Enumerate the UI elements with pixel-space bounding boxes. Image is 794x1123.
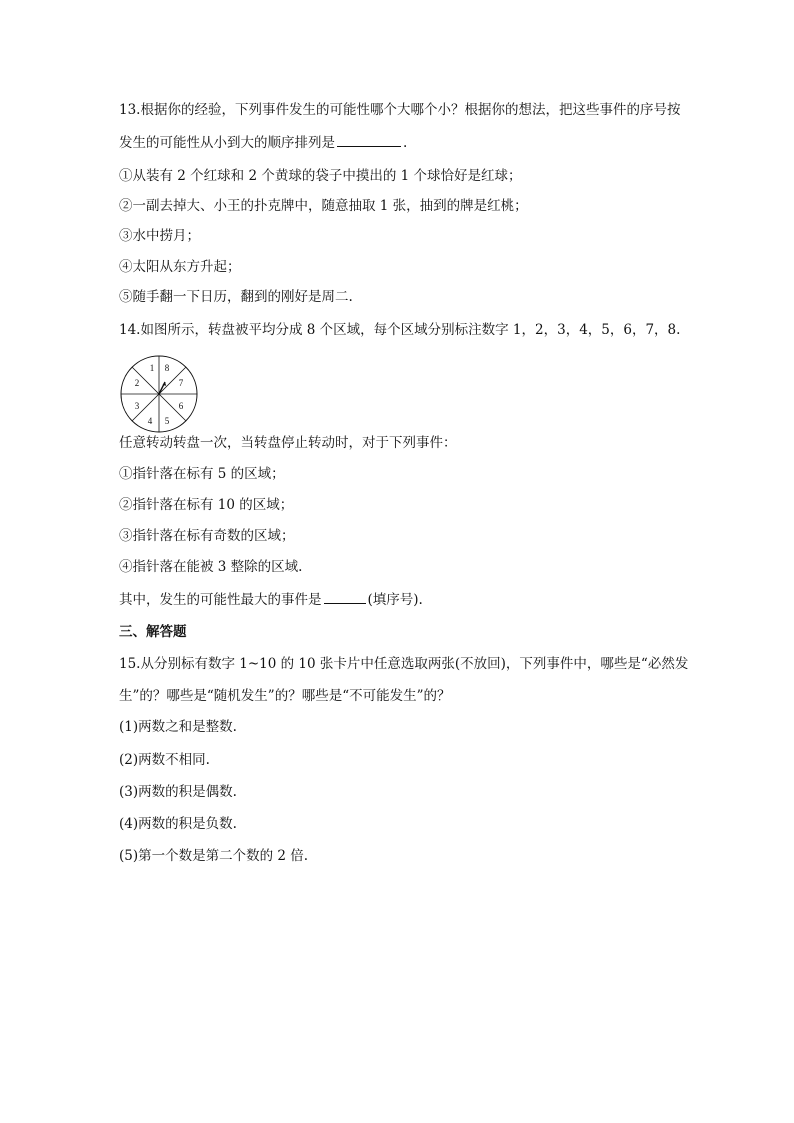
q13-item-5: ⑤随手翻一下日历，翻到的刚好是周二. bbox=[119, 289, 353, 305]
wheel-number-3: 3 bbox=[134, 401, 140, 411]
wheel-number-6: 6 bbox=[178, 401, 184, 411]
q15-line1: 15.从分别标有数字 1~10 的 10 张卡片中任意选取两张(不放回)，下列事件中，哪些是“必然发 bbox=[119, 656, 689, 672]
q14-answer-blank[interactable] bbox=[324, 591, 366, 604]
q14-item-3: ③指针落在标有奇数的区域； bbox=[119, 528, 295, 544]
q13-item-4: ④太阳从东方升起； bbox=[119, 259, 241, 275]
section-title: 三、解答题 bbox=[119, 624, 187, 640]
q14-item-2: ②指针落在标有 10 的区域； bbox=[119, 497, 294, 513]
wheel-number-7: 7 bbox=[178, 378, 184, 388]
q15-item-5: (5)第一个数是第二个数的 2 倍. bbox=[119, 848, 309, 864]
wheel-number-5: 5 bbox=[164, 416, 170, 426]
q13-line1: 13.根据你的经验，下列事件发生的可能性哪个大哪个小？根据你的想法，把这些事件的序号按 bbox=[119, 102, 681, 118]
q15-item-3: (3)两数的积是偶数. bbox=[119, 784, 237, 800]
q13-item-1: ①从装有 2 个红球和 2 个黄球的袋子中摸出的 1 个球恰好是红球； bbox=[119, 168, 522, 184]
wheel-number-4: 4 bbox=[147, 416, 153, 426]
q14-answer-prefix: 其中，发生的可能性最大的事件是 bbox=[119, 592, 322, 608]
q13-line2-suffix: . bbox=[403, 135, 408, 151]
q15-item-2: (2)两数不相同. bbox=[119, 752, 210, 768]
q13-line2-prefix: 发生的可能性从小到大的顺序排列是 bbox=[119, 135, 335, 151]
wheel-number-2: 2 bbox=[134, 378, 140, 388]
q15-item-4: (4)两数的积是负数. bbox=[119, 816, 237, 832]
q14-item-1: ①指针落在标有 5 的区域； bbox=[119, 466, 285, 482]
wheel-number-1: 1 bbox=[149, 363, 155, 373]
q13-answer-blank[interactable] bbox=[337, 134, 401, 147]
wheel-number-8: 8 bbox=[164, 363, 170, 373]
q13-item-3: ③水中捞月； bbox=[119, 228, 200, 244]
q14-item-4: ④指针落在能被 3 整除的区域. bbox=[119, 559, 303, 575]
spinner-wheel bbox=[119, 354, 199, 434]
q15-line2: 生”的？哪些是“随机发生”的？哪些是“不可能发生”的？ bbox=[119, 688, 451, 704]
q14-line1: 14.如图所示，转盘被平均分成 8 个区域，每个区域分别标注数字 1，2，3，4，5，6，7，8. bbox=[119, 322, 681, 338]
q15-item-1: (1)两数之和是整数. bbox=[119, 719, 237, 735]
q13-line2 bbox=[119, 133, 699, 153]
q14-answer-suffix: (填序号). bbox=[367, 592, 423, 608]
q13-item-2: ②一副去掉大、小王的扑克牌中，随意抽取 1 张，抽到的牌是红桃； bbox=[119, 198, 528, 214]
q14-intro: 任意转动转盘一次，当转盘停止转动时，对于下列事件： bbox=[119, 435, 457, 451]
q14-answer-line bbox=[119, 590, 699, 610]
